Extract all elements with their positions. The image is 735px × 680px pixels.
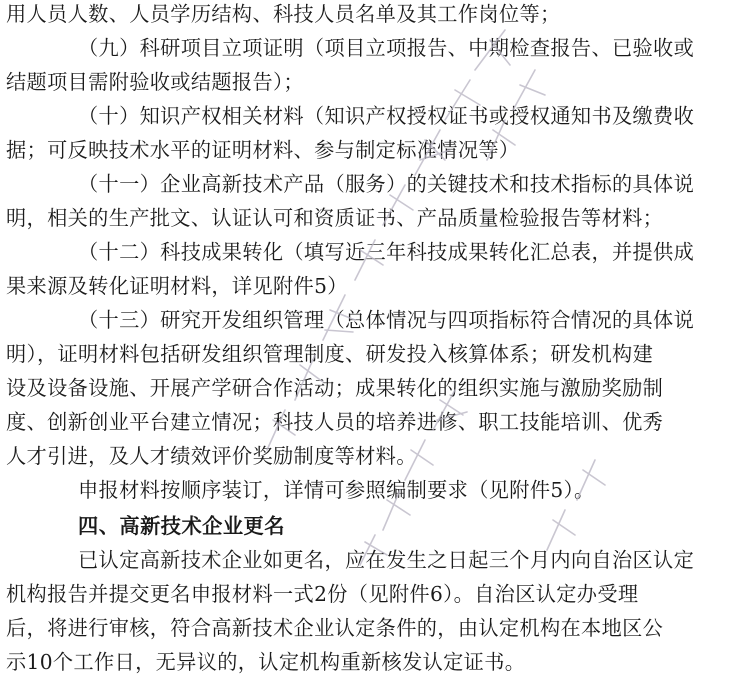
text-line-1: 用人员人数、人员学历结构、科技人员名单及其工作岗位等； (6, 2, 561, 26)
text-line-17: 已认定高新技术企业如更名，应在发生之日起三个月内向自治区认定 (78, 548, 695, 572)
text-line-11: 明），证明材料包括研发组织管理制度、研发投入核算体系；研发机构建 (6, 342, 654, 366)
text-line-12: 设及设备设施、开展产学研合作活动；成果转化的组织实施与激励奖励制 (6, 376, 664, 400)
text-line-9: 果来源及转化证明材料，详见附件5） (6, 274, 348, 298)
text-line-4: （十）知识产权相关材料（知识产权授权证书或授权通知书及缴费收 (78, 104, 695, 128)
text-line-6: （十一）企业高新技术产品（服务）的关键技术和技术指标的具体说 (78, 172, 695, 196)
section-heading: 四、高新技术企业更名 (78, 514, 285, 538)
text-line-8: （十二）科技成果转化（填写近三年科技成果转化汇总表，并提供成 (78, 240, 695, 264)
text-line-13: 度、创新创业平台建立情况；科技人员的培养进修、职工技能培训、优秀 (6, 410, 664, 434)
text-line-15: 申报材料按顺序装订，详情可参照编制要求（见附件5）。 (78, 478, 595, 502)
text-line-20: 示10个工作日，无异议的，认定机构重新核发认定证书。 (6, 650, 526, 674)
text-line-10: （十三）研究开发组织管理（总体情况与四项指标符合情况的具体说 (78, 308, 695, 332)
text-line-19: 后，将进行审核，符合高新技术企业认定条件的，由认定机构在本地区公 (6, 616, 664, 640)
text-line-7: 明，相关的生产批文、认证认可和资质证书、产品质量检验报告等材料； (6, 206, 664, 230)
text-line-18: 机构报告并提交更名申报材料一式2份（见附件6）。自治区认定办受理 (6, 582, 639, 606)
text-line-14: 人才引进，及人才绩效评价奖励制度等材料。 (6, 444, 417, 468)
text-line-3: 结题项目需附验收或结题报告）； (6, 70, 304, 94)
text-line-2: （九）科研项目立项证明（项目立项报告、中期检查报告、已验收或 (78, 36, 695, 60)
text-line-5: 据；可反映技术水平的证明材料、参与制定标准情况等） (6, 138, 520, 162)
